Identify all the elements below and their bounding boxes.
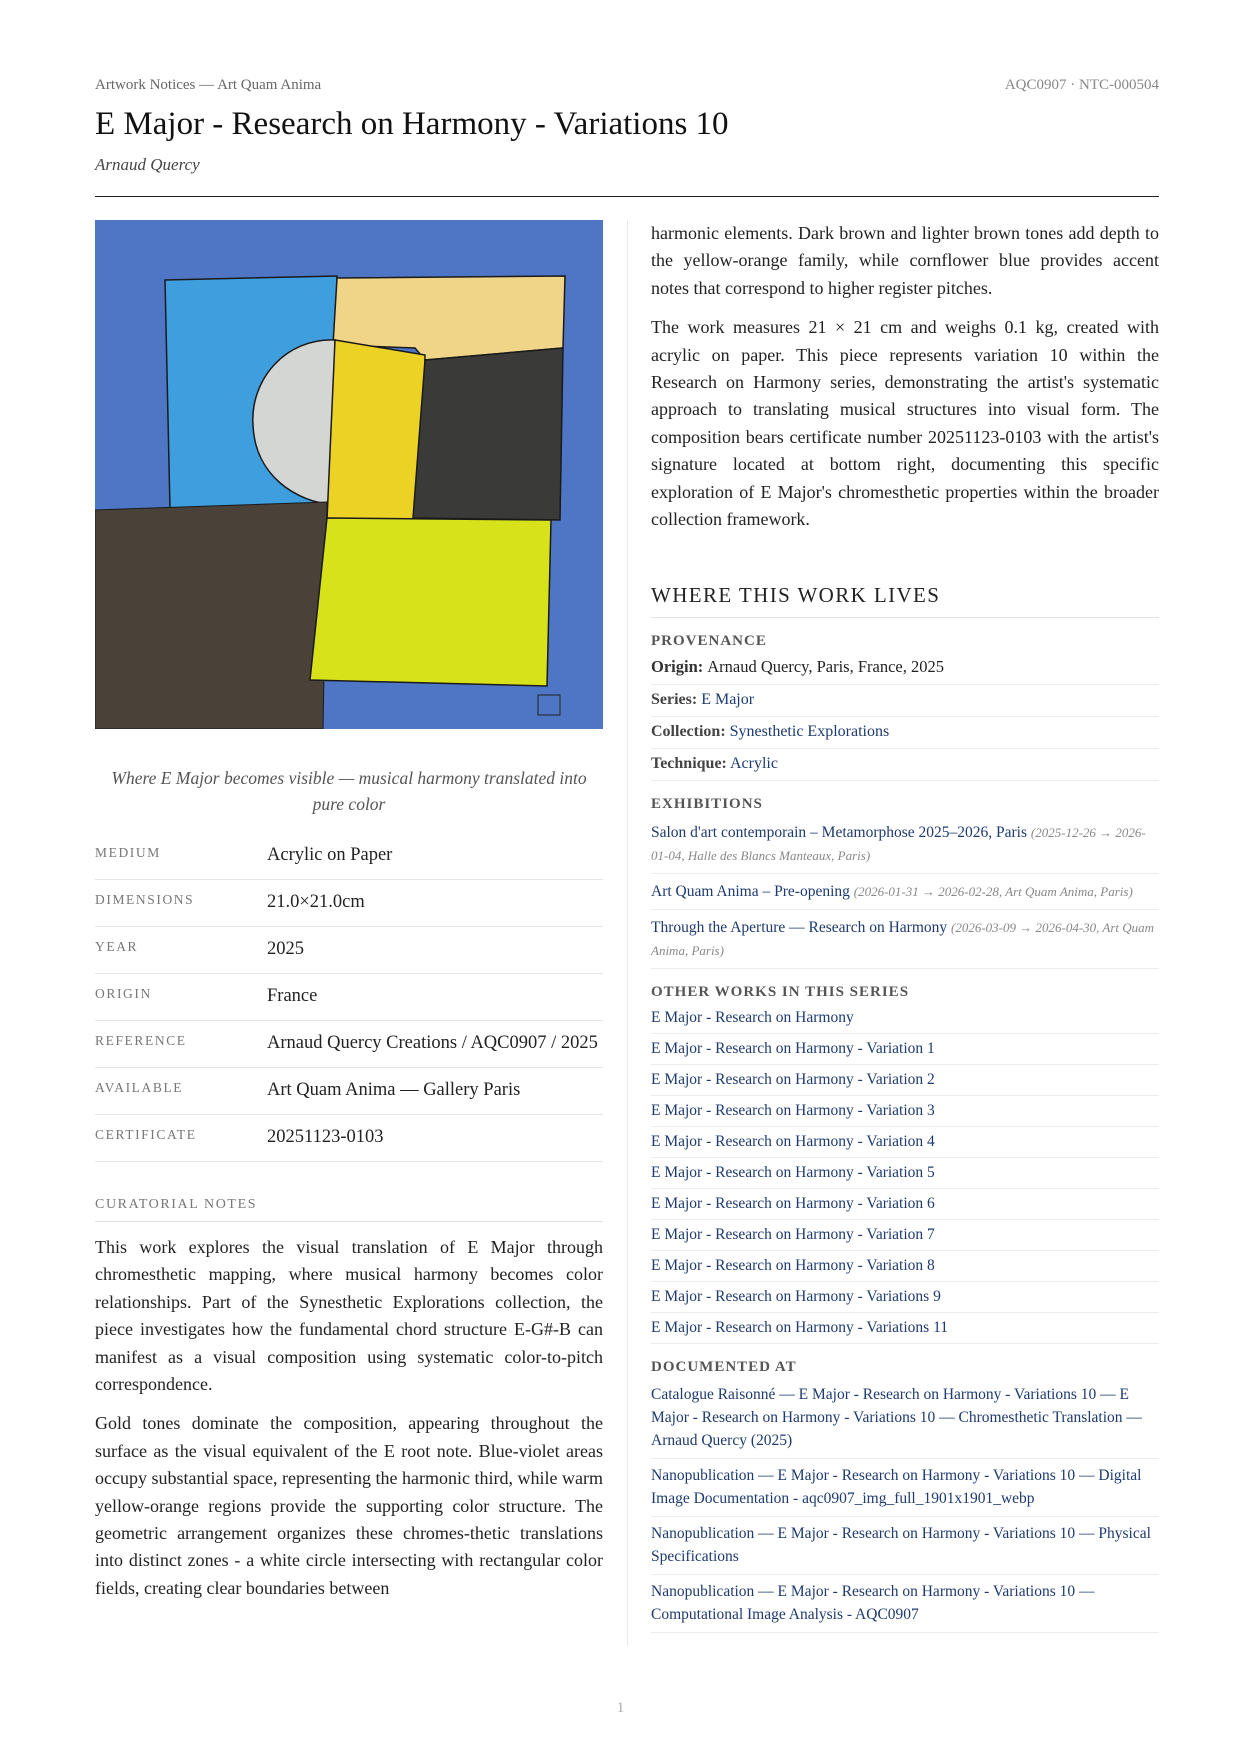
spec-row-medium: [95, 833, 603, 880]
documented-heading: DOCUMENTED AT: [651, 1359, 797, 1376]
series-work-link[interactable]: E Major - Research on Harmony - Variations 9: [651, 1282, 1159, 1313]
spec-label: REFERENCE: [95, 1033, 187, 1048]
spec-row-available: [95, 1068, 603, 1115]
exhibition-link[interactable]: Art Quam Anima – Pre-opening: [651, 883, 850, 901]
spec-value: France: [267, 986, 318, 1006]
series-link[interactable]: E Major: [701, 691, 755, 709]
series-work-link[interactable]: E Major - Research on Harmony - Variation 8: [651, 1251, 1159, 1282]
page-title: E Major - Research on Harmony - Variations 10: [95, 106, 729, 142]
collection-link[interactable]: Synesthetic Explorations: [729, 723, 890, 741]
series-work-link[interactable]: E Major - Research on Harmony - Variation 6: [651, 1189, 1159, 1220]
series-work-link[interactable]: E Major - Research on Harmony - Variation 4: [651, 1127, 1159, 1158]
spec-value: Arnaud Quercy Creations / AQC0907 / 2025: [267, 1033, 598, 1053]
spec-value: 20251123-0103: [267, 1127, 384, 1147]
spec-value: 2025: [267, 939, 304, 959]
exhibition-item: [651, 910, 1159, 969]
exhibition-meta: (2025-12-26 → 2026-01-04, Halle des Blancs Manteaux, Paris): [651, 825, 1146, 864]
series-work-link[interactable]: E Major - Research on Harmony - Variation 2: [651, 1065, 1159, 1096]
header-divider: [95, 196, 1159, 197]
left-column: [95, 220, 603, 1602]
spec-label: MEDIUM: [95, 845, 161, 860]
provenance-heading: PROVENANCE: [651, 633, 767, 650]
provenance-origin: [651, 652, 1159, 685]
provenance-technique: [651, 749, 1159, 781]
reference-codes: AQC0907 · NTC-000504: [1004, 77, 1159, 93]
spec-row-dimensions: [95, 880, 603, 927]
series-works-heading: OTHER WORKS IN THIS SERIES: [651, 984, 910, 1001]
series-work-link[interactable]: E Major - Research on Harmony - Variation 5: [651, 1158, 1159, 1189]
collection-label: Collection:: [651, 723, 726, 741]
series-work-link[interactable]: E Major - Research on Harmony - Variations 11: [651, 1313, 1159, 1344]
spec-label: AVAILABLE: [95, 1080, 184, 1095]
site-label: Artwork Notices — Art Quam Anima: [95, 77, 322, 93]
spec-row-reference: [95, 1021, 603, 1068]
exhibition-link[interactable]: Through the Aperture — Research on Harmony: [651, 919, 948, 937]
exhibitions-heading: EXHIBITIONS: [651, 796, 763, 813]
series-label: Series:: [651, 691, 698, 709]
origin-value: Arnaud Quercy, Paris, France, 2025: [707, 657, 944, 677]
page-number: 1: [616, 1700, 625, 1716]
spec-row-year: [95, 927, 603, 974]
documented-link[interactable]: Nanopublication — E Major - Research on Harmony - Variations 10 — Computational Image Analysis - AQC0907: [651, 1575, 1159, 1633]
curatorial-paragraph-2: Gold tones dominate the composition, appearing throughout the surface as the visual equivalent of the E root note. Blue-violet areas occupy substantial space, representing the harmonic third, while warm yellow-orange regions provide the supporting color structure. The geometric arrangement organizes these chromes-thetic translations into distinct zones - a white circle intersecting with rectangular color fields, creating clear boundaries between: [95, 1413, 603, 1598]
top-line: [95, 77, 1159, 94]
curatorial-paragraph-1: This work explores the visual translation of E Major through chromesthetic mapping, where musical harmony becomes color relationships. Part of the Synesthetic Explorations collection, the piece investigates how the fundamental chord structure E-G#-B can manifest as a visual composition using systematic color-to-pitch correspondence.: [95, 1237, 603, 1395]
spec-row-origin: [95, 974, 603, 1021]
specs-table: [95, 833, 603, 1162]
spec-label: ORIGIN: [95, 986, 152, 1001]
exhibition-item: [651, 874, 1159, 910]
artist-name: Arnaud Quercy: [95, 155, 200, 174]
provenance-collection: [651, 717, 1159, 749]
series-work-link[interactable]: E Major - Research on Harmony - Variation 1: [651, 1034, 1159, 1065]
spec-value: Art Quam Anima — Gallery Paris: [267, 1080, 521, 1100]
exhibition-meta: (2026-01-31 → 2026-02-28, Art Quam Anima, Paris): [853, 884, 1133, 900]
spec-value: Acrylic on Paper: [267, 845, 393, 865]
exhibition-link[interactable]: Salon d'art contemporain – Metamorphose 2025–2026, Paris: [651, 824, 1028, 842]
documented-link[interactable]: Nanopublication — E Major - Research on Harmony - Variations 10 — Physical Specifications: [651, 1517, 1159, 1575]
series-work-link[interactable]: E Major - Research on Harmony - Variation 3: [651, 1096, 1159, 1127]
spec-label: YEAR: [95, 939, 139, 954]
exhibition-item: [651, 815, 1159, 874]
spec-label: CERTIFICATE: [95, 1127, 197, 1142]
spec-row-certificate: [95, 1115, 603, 1162]
documented-link[interactable]: Nanopublication — E Major - Research on Harmony - Variations 10 — Digital Image Documentation - aqc0907_img_full_1901x1901_webp: [651, 1459, 1159, 1517]
exhibition-meta: (2026-03-09 → 2026-04-30, Art Quam Anima, Paris): [651, 920, 1155, 959]
series-work-link[interactable]: E Major - Research on Harmony - Variation 7: [651, 1220, 1159, 1251]
column-divider: [627, 220, 628, 1645]
abstract-painting-image: [95, 220, 603, 729]
where-heading: WHERE THIS WORK LIVES: [651, 583, 1159, 618]
image-caption: Where E Major becomes visible — musical harmony translated into pure color: [111, 768, 587, 814]
provenance-series: [651, 685, 1159, 717]
spec-label: DIMENSIONS: [95, 892, 195, 907]
series-work-link[interactable]: E Major - Research on Harmony: [651, 1003, 1159, 1034]
curatorial-paragraph-3: harmonic elements. Dark brown and lighter brown tones add depth to the yellow-orange family, while cornflower blue provides accent notes that correspond to higher register pitches.: [651, 223, 1159, 298]
technique-link[interactable]: Acrylic: [730, 755, 778, 773]
origin-label: Origin:: [651, 657, 704, 677]
curatorial-heading: CURATORIAL NOTES: [95, 1197, 603, 1222]
right-column: [651, 220, 1159, 1633]
documented-link[interactable]: Catalogue Raisonné — E Major - Research on Harmony - Variations 10 — E Major - Research on Harmony - Variations 10 — Chromesthetic Translation — Arnaud Quercy (2025): [651, 1378, 1159, 1459]
curatorial-paragraph-4: The work measures 21 × 21 cm and weighs 0.1 kg, created with acrylic on paper. This piece represents variation 10 within the Research on Harmony series, demonstrating the artist's systematic approach to translating musical structures into visual form. The composition bears certificate number 20251123-0103 with the artist's signature located at bottom right, documenting this specific exploration of E Major's chromesthetic properties within the broader collection framework.: [651, 317, 1159, 530]
technique-label: Technique:: [651, 755, 727, 773]
spec-value: 21.0×21.0cm: [267, 892, 365, 912]
